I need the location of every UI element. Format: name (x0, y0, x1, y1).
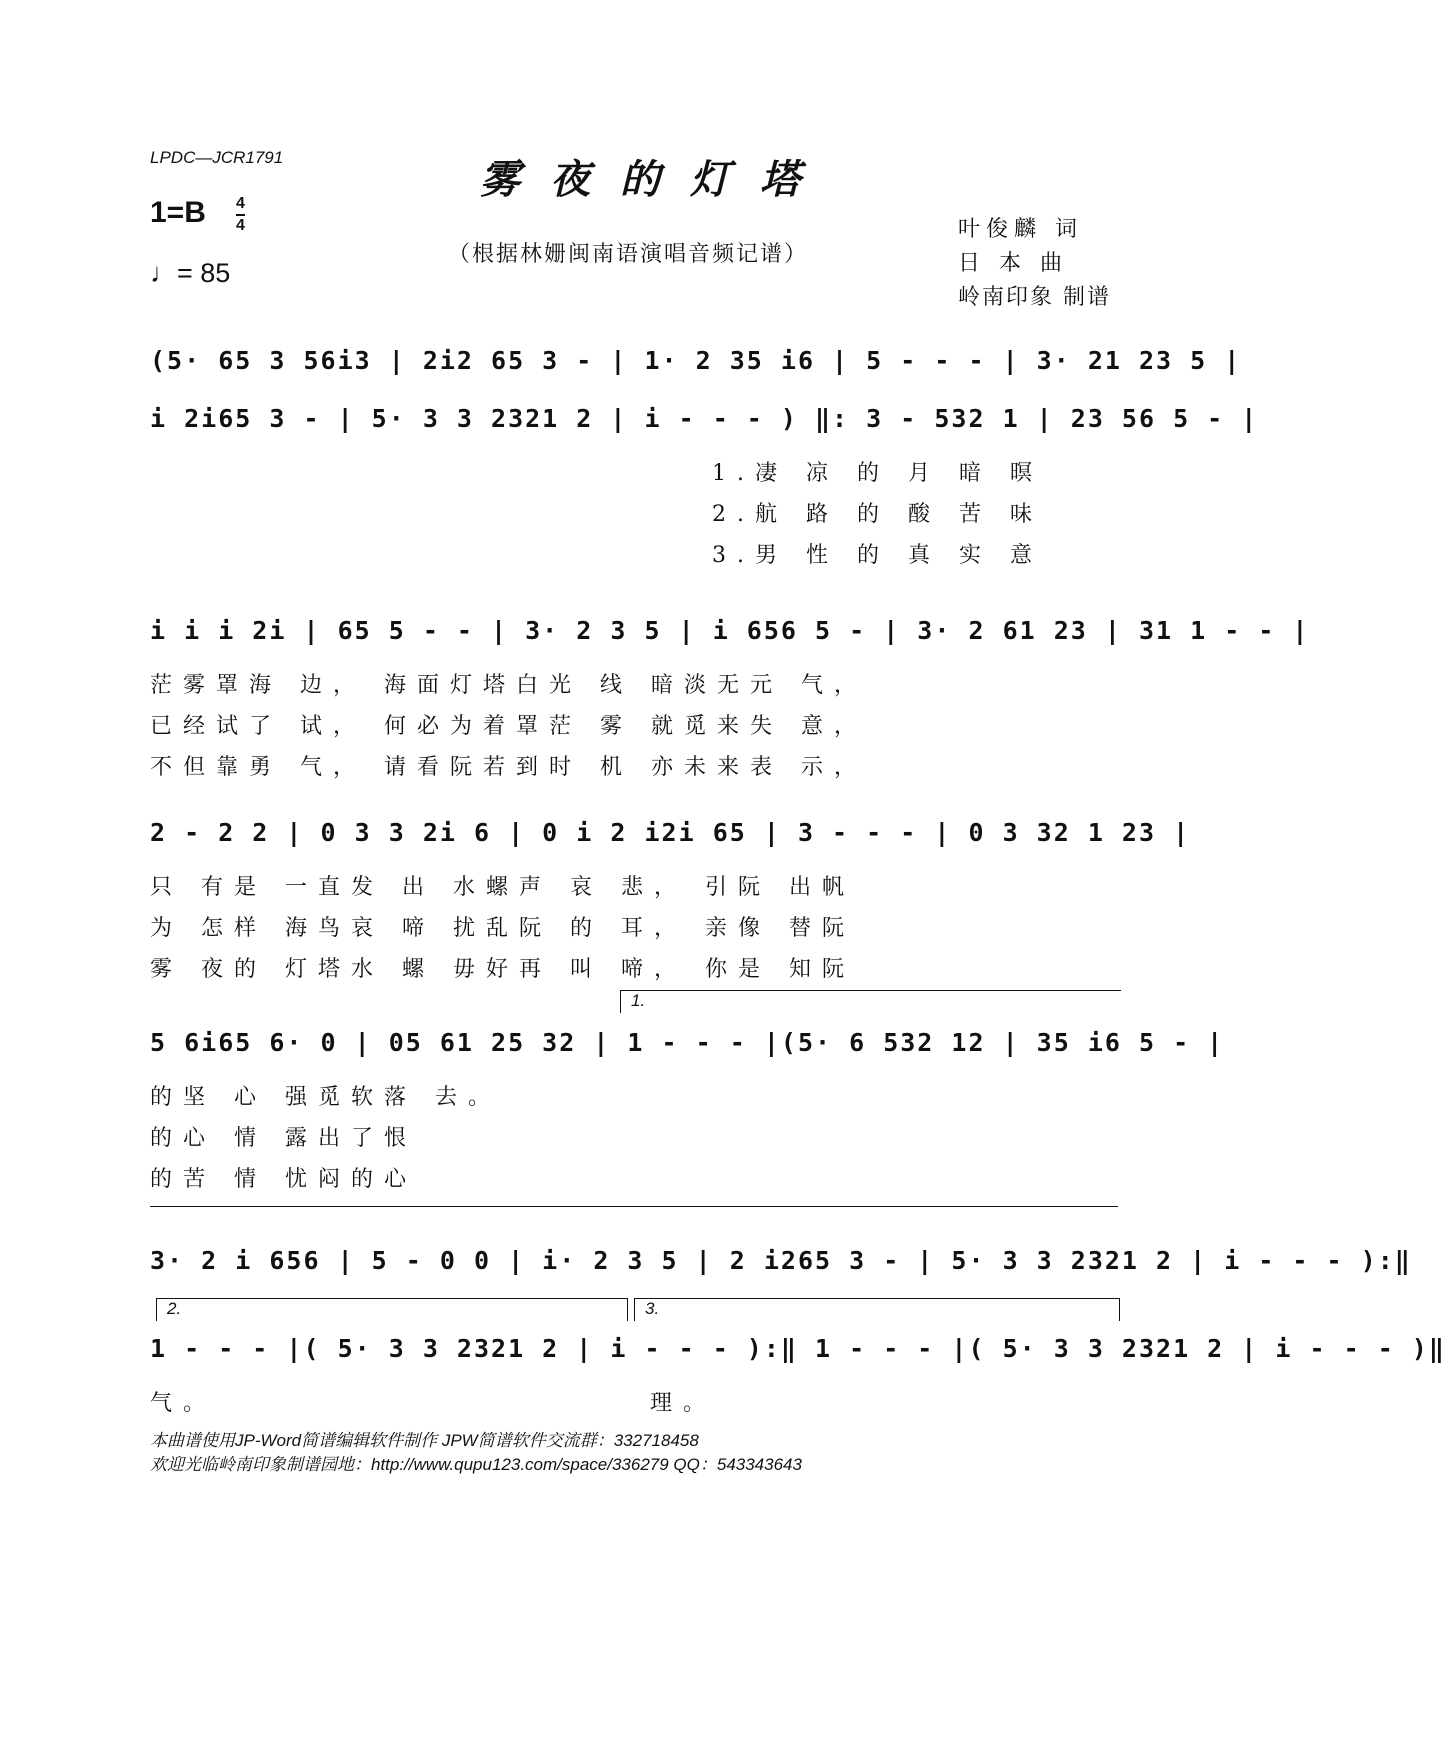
volta-label: 2. (167, 1299, 182, 1318)
volta-label: 3. (645, 1299, 660, 1318)
lyric-line: 的苦 情 忧闷的心 (150, 1167, 417, 1192)
arranger-credit: 岭南印象 制谱 (958, 285, 1111, 310)
lyric-line: 雾 夜的 灯塔水 螺 毋好再 叫 啼， 你是 知阮 (150, 957, 855, 982)
lyric-line: 3.男 性 的 真 实 意 (712, 543, 1043, 568)
lyric-line: 1.凄 凉 的 月 暗 暝 (712, 461, 1043, 486)
volta-bracket-3 (634, 1298, 1120, 1321)
volta-label: 1. (631, 991, 646, 1010)
subtitle: （根据林姗闽南语演唱音频记谱） (448, 242, 809, 267)
volta-bracket-2 (156, 1298, 628, 1321)
lyric-line: 只 有是 一直发 出 水螺声 哀 悲， 引阮 出帆 (150, 875, 855, 900)
meter-top: 4 (236, 194, 245, 216)
score-system-5: 5 6i65 6· 0 | 05 61 25 32 | 1 - - - |(5· 6 532 12 | 35 i6 5 - | (150, 1028, 1225, 1057)
score-system-4: 2 - 2 2 | 0 3 3 2i 6 | 0 i 2 i2i 65 | 3 - - - | 0 3 32 1 23 | (150, 818, 1191, 847)
composer-credit: 日 本 曲 (958, 251, 1068, 276)
score-system-1: (5· 65 3 56i3 | 2i2 65 3 - | 1· 2 35 i6 | 5 - - - | 3· 21 23 5 | (150, 346, 1242, 375)
score-system-3: i i i 2i | 65 5 - - | 3· 2 3 5 | i 656 5 - | 3· 2 61 23 | 31 1 - - | (150, 616, 1310, 645)
score-system-7: 1 - - - |( 5· 3 3 2321 2 | i - - - ):‖ 1 - - - |( 5· 3 3 2321 2 | i - - - )‖ (150, 1334, 1446, 1363)
tempo-mark: ♩= 85 (150, 258, 231, 288)
section-line (150, 1206, 1118, 1207)
lyric-line: 2.航 路 的 酸 苦 味 (712, 502, 1043, 527)
lyric-line: 的心 情 露出了恨 (150, 1126, 417, 1151)
footer-line-2: 欢迎光临岭南印象制谱园地：http://www.qupu123.com/space/336279 QQ：543343643 (150, 1455, 802, 1474)
score-system-2: i 2i65 3 - | 5· 3 3 2321 2 | i - - - ) ‖: 3 - 532 1 | 23 56 5 - | (150, 404, 1259, 433)
time-signature (236, 194, 245, 236)
lyric-line: 为 怎样 海鸟哀 啼 扰乱阮 的 耳， 亲像 替阮 (150, 916, 855, 941)
lyric-line: 气。 (150, 1391, 217, 1416)
key-signature: 1=B (150, 196, 206, 229)
score-system-6: 3· 2 i 656 | 5 - 0 0 | i· 2 3 5 | 2 i265 3 - | 5· 3 3 2321 2 | i - - - ):‖ (150, 1246, 1412, 1275)
volta-bracket-1 (620, 990, 1121, 1013)
lyric-line: 茫雾罩海 边， 海面灯塔白光 线 暗淡无元 气， (150, 673, 867, 698)
lyric-line: 已经试了 试， 何必为着罩茫 雾 就觅来失 意， (150, 714, 867, 739)
score-code: LPDC—JCR1791 (150, 148, 284, 167)
footer-line-1: 本曲谱使用JP-Word简谱编辑软件制作 JPW简谱软件交流群：332718458 (150, 1431, 699, 1450)
lyricist-credit: 叶俊麟 词 (958, 217, 1083, 242)
lyric-line: 的坚 心 强觅软落 去。 (150, 1085, 501, 1110)
meter-bottom: 4 (236, 217, 245, 234)
lyric-line: 不但靠勇 气， 请看阮若到时 机 亦未来表 示， (150, 755, 867, 780)
lyric-line: 理。 (650, 1391, 717, 1416)
page-title: 雾夜的灯塔 (480, 156, 830, 203)
